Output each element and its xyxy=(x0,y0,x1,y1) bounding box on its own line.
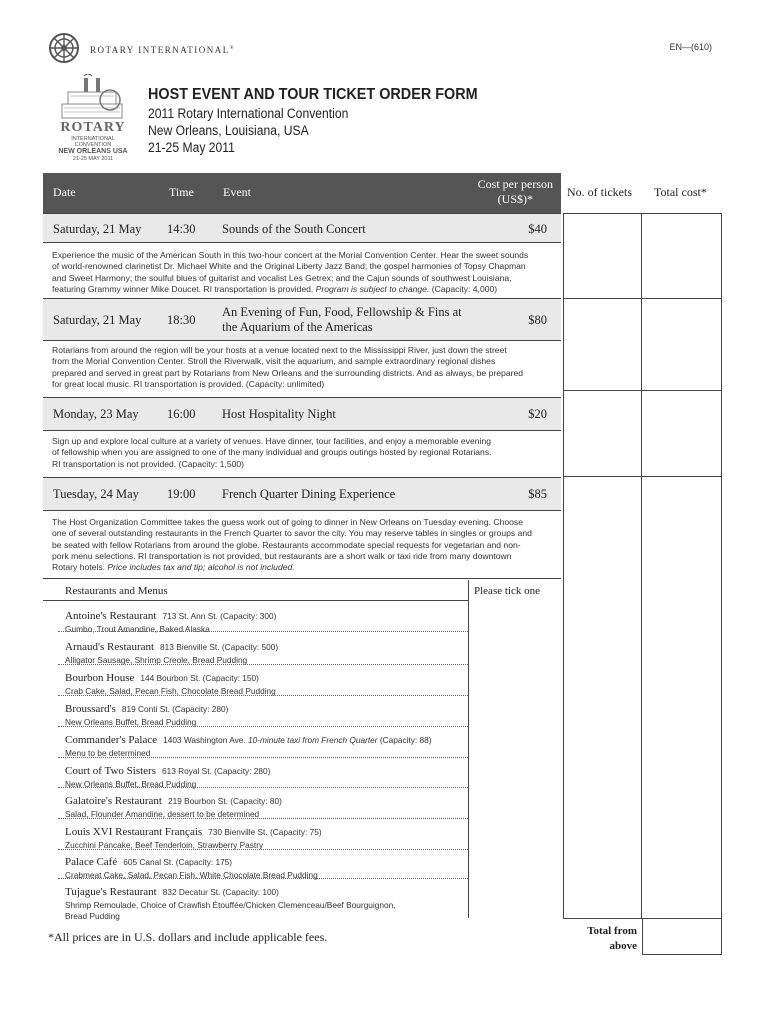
restaurant-item[interactable]: Court of Two Sisters 613 Royal St. (Capacity: 280) New Orleans Buffet, Bread Pudding xyxy=(65,765,271,789)
order-grid xyxy=(563,213,722,919)
event-description: Sign up and explore local culture at a variety of venues. Have dinner, tour facilities, and enjoy a memorable evening of fellowship when you are assigned to one of the many individual and groups outings hosted by regional Rotarians. RI transportation is not provided. (Capacity: 1,500) xyxy=(52,436,492,469)
restaurants-header: Restaurants and Menus xyxy=(65,585,168,597)
restaurant-item[interactable]: Galatoire's Restaurant 219 Bourbon St. (Capacity: 80) Salad, Flounder Amandine, dessert to be determined xyxy=(65,795,282,819)
total-field[interactable] xyxy=(642,918,722,955)
restaurant-divider xyxy=(58,695,468,696)
restaurant-divider xyxy=(58,631,468,632)
restaurant-divider xyxy=(58,787,468,788)
tick-column-divider xyxy=(468,580,469,918)
event-time: 14:30 xyxy=(167,222,196,236)
event-price: $80 xyxy=(528,313,547,327)
subtitle-dates: 21-25 May 2011 xyxy=(148,140,235,155)
footnote: *All prices are in U.S. dollars and include applicable fees. xyxy=(48,930,328,944)
header-tickets: No. of tickets xyxy=(567,185,632,199)
event-date: Monday, 23 May xyxy=(53,407,139,421)
restaurant-item[interactable]: Antoine's Restaurant 713 St. Ann St. (Capacity: 300) Gumbo, Trout Amandine, Baked Alaska xyxy=(65,610,277,634)
org-name: ROTARY INTERNATIONAL® xyxy=(90,45,235,55)
grid-rule xyxy=(563,298,722,299)
header-cost: Cost per person (US$)* xyxy=(477,177,553,206)
restaurant-item[interactable]: Arnaud's Restaurant 813 Bienville St. (Capacity: 500) Alligator Sausage, Shrimp Creole, Bread Pudding xyxy=(65,641,279,665)
restaurant-divider xyxy=(58,757,468,758)
header-date: Date xyxy=(53,185,76,199)
table-header xyxy=(43,173,561,213)
event-name: An Evening of Fun, Food, Fellowship & Fins at xyxy=(222,305,462,319)
total-label: Total from above xyxy=(587,925,637,952)
restaurant-item[interactable]: Palace Café 605 Canal St. (Capacity: 175) Crabmeat Cake, Salad, Pecan Fish, White Chocolate Bread Pudding xyxy=(65,856,318,880)
restaurant-divider xyxy=(58,664,468,665)
restaurant-divider xyxy=(58,878,468,879)
event-time: 16:00 xyxy=(167,407,196,421)
event-description: Experience the music of the American South in this two-hour concert at the Morial Convention Center. Hear the sweet sounds of world-renowned clarinetist Dr. Michael White and the Original Liberty Jazz Band; the gospel harmonies of Topsy Chapman and Sweet Harmony; the soulful blues of guitarist and vocalist Les Getrex; and the Cajun sounds of southwest Louisiana, featuring Grammy winner Mike Doucet. RI transportation is provided. Program is subject to change. (Capacity: 4,000) xyxy=(52,250,529,294)
convention-logo-text: ROTARY INTERNATIONAL CONVENTION NEW ORLEANS USA 21-25 MAY 2011 xyxy=(58,120,128,162)
restaurant-divider xyxy=(58,849,468,850)
subtitle-location: New Orleans, Louisiana, USA xyxy=(148,123,309,138)
event-time: 18:30 xyxy=(167,313,196,327)
grid-divider xyxy=(641,213,642,919)
restaurant-divider xyxy=(58,726,468,727)
rotary-wheel-icon xyxy=(48,32,80,64)
event-description: The Host Organization Committee takes the guess work out of going to dinner in New Orleans on Tuesday evening. Choose one of several outstanding restaurants in the French Quarter to savor the city. You may reserve tables in singles or groups and be seated with fellow Rotarians from around the globe. Restaurants accommodate special requests for vegetarian and non- pork menu selections. RI transportation is not provided, but restaurants are a short walk or taxi ride from many downtown Rotary hotels. Price includes tax and tip; alcohol is not included. xyxy=(52,517,532,573)
event-row xyxy=(43,477,561,511)
event-row xyxy=(43,397,561,431)
header-event: Event xyxy=(223,185,251,199)
restaurant-item[interactable]: Tujague's Restaurant 832 Decatur St. (Capacity: 100) Shrimp Remoulade, Choice of Crawfish Étouffée/Chicken Clemenceau/Beef Bourguignon, Bread Pudding xyxy=(65,886,396,921)
section-rule xyxy=(43,578,561,579)
grid-rule xyxy=(563,476,722,477)
event-name: French Quarter Dining Experience xyxy=(222,487,396,501)
restaurant-item[interactable]: Broussard's 819 Conti St. (Capacity: 280) New Orleans Buffet, Bread Pudding xyxy=(65,703,229,727)
subtitle-convention: 2011 Rotary International Convention xyxy=(148,106,349,121)
event-name-line2: the Aquarium of the Americas xyxy=(222,320,373,334)
event-price: $85 xyxy=(528,487,547,501)
restaurant-item[interactable]: Bourbon House 144 Bourbon St. (Capacity: 150) Crab Cake, Salad, Pecan Fish, Chocolate Bread Pudding xyxy=(65,672,276,696)
event-row xyxy=(43,298,561,341)
event-date: Tuesday, 24 May xyxy=(53,487,139,501)
restaurant-divider xyxy=(58,818,468,819)
event-date: Saturday, 21 May xyxy=(53,222,142,236)
restaurant-item[interactable]: Commander's Palace 1403 Washington Ave. 10-minute taxi from French Quarter (Capacity: 88) Menu to be determined xyxy=(65,734,432,758)
header-total: Total cost* xyxy=(654,185,707,199)
event-price: $40 xyxy=(528,222,547,236)
form-code: EN—(610) xyxy=(669,42,712,52)
event-name: Host Hospitality Night xyxy=(222,407,336,421)
tick-header: Please tick one xyxy=(474,585,540,597)
event-time: 19:00 xyxy=(167,487,196,501)
event-name: Sounds of the South Concert xyxy=(222,222,366,236)
event-description: Rotarians from around the region will be your hosts at a venue located next to the Mississippi River, just down the street from the Morial Convention Center. Stroll the Riverwalk, visit the aquarium, and sample extraordinary regional dishes prepared and served in great part by Rotarians from New Orleans and the surrounding districts. And as always, be prepared for great local music. RI transportation is provided. (Capacity: unlimited) xyxy=(52,345,523,389)
event-price: $20 xyxy=(528,407,547,421)
event-row xyxy=(43,213,561,243)
event-date: Saturday, 21 May xyxy=(53,313,142,327)
form-title: HOST EVENT AND TOUR TICKET ORDER FORM xyxy=(148,86,478,103)
restaurant-item[interactable]: Louis XVI Restaurant Français 730 Bienville St. (Capacity: 75) Zucchini Pancake, Beef Tenderloin, Strawberry Pastry xyxy=(65,826,322,850)
grid-rule xyxy=(563,390,722,391)
header-time: Time xyxy=(169,185,194,199)
